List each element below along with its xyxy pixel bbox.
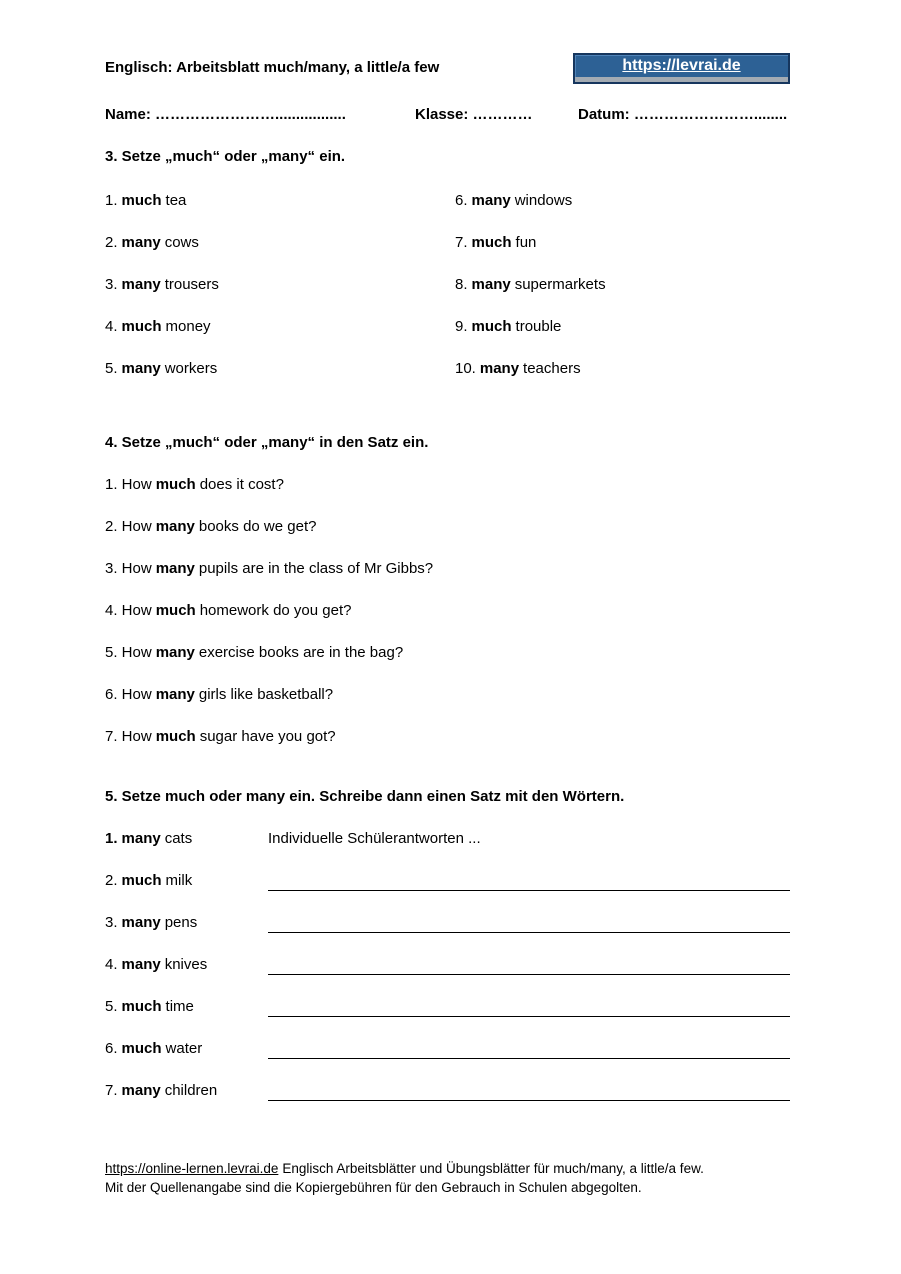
list-item — [105, 955, 790, 975]
list-item — [455, 233, 790, 253]
list-item — [105, 359, 455, 379]
list-item — [455, 191, 790, 211]
answer-word: many — [121, 956, 161, 973]
list-item — [455, 275, 790, 295]
item-text: cats — [164, 830, 193, 847]
item-text: does it cost? — [199, 476, 284, 493]
list-item — [105, 559, 790, 579]
list-item — [105, 275, 455, 295]
name-field: Name: ……………………................. — [105, 106, 346, 123]
item-prefix: 6. How — [105, 686, 152, 703]
item-number: 4. — [105, 318, 118, 335]
item-number: 2. — [105, 234, 118, 251]
list-item — [105, 601, 790, 621]
exercise5-list — [105, 829, 790, 1101]
header — [105, 53, 790, 84]
item-number: 7. — [105, 1082, 118, 1099]
item-number: 1. — [105, 830, 118, 847]
answer-word: much — [121, 192, 162, 209]
answer-word: much — [121, 872, 162, 889]
answer-word: many — [155, 518, 195, 535]
answer-word: many — [121, 830, 161, 847]
footer-text: Englisch Arbeitsblätter und Übungsblätter für much/many, a little/a few. — [282, 1161, 704, 1176]
item-prefix: 3. How — [105, 560, 152, 577]
item-label — [105, 1081, 268, 1101]
exercise5-heading: 5. Setze much oder many ein. Schreibe dann einen Satz mit den Wörtern. — [105, 788, 625, 805]
item-text: books do we get? — [198, 518, 317, 535]
list-item — [105, 191, 455, 211]
item-text: time — [165, 998, 194, 1015]
answer-word: much — [155, 602, 196, 619]
footer-line-2: Mit der Quellenangabe sind die Kopiergebühren für den Gebrauch in Schulen abgegolten. — [105, 1180, 642, 1195]
item-number: 5. — [105, 998, 118, 1015]
answer-line — [268, 997, 790, 1017]
item-text: pens — [164, 914, 198, 931]
item-text: exercise books are in the bag? — [198, 644, 404, 661]
item-number: 4. — [105, 956, 118, 973]
item-number: 5. — [105, 360, 118, 377]
list-item — [105, 829, 790, 849]
list-item — [105, 871, 790, 891]
exercise3-heading: 3. Setze „much“ oder „many“ ein. — [105, 148, 346, 165]
item-text: teachers — [523, 360, 581, 377]
answer-line — [268, 1039, 790, 1059]
list-item — [105, 727, 790, 747]
item-label — [105, 871, 268, 891]
item-number: 3. — [105, 914, 118, 931]
answer-word: much — [121, 318, 162, 335]
item-text: supermarkets — [514, 276, 606, 293]
item-text: milk — [165, 872, 193, 889]
item-number: 9. — [455, 318, 468, 335]
exercise4-list — [105, 475, 790, 747]
item-number: 3. — [105, 276, 118, 293]
answer-word: many — [121, 234, 161, 251]
item-number: 6. — [455, 192, 468, 209]
list-item — [105, 913, 790, 933]
answer-word: many — [479, 360, 520, 377]
item-prefix: 7. How — [105, 728, 152, 745]
item-text: money — [165, 318, 211, 335]
footer-link[interactable]: https://online-lernen.levrai.de — [105, 1161, 279, 1176]
list-item — [455, 317, 790, 337]
item-number: 8. — [455, 276, 468, 293]
footer — [105, 1159, 790, 1197]
answer-word: many — [155, 644, 195, 661]
klasse-field: Klasse: ………… — [415, 106, 533, 123]
item-text: fun — [515, 234, 537, 251]
item-text: pupils are in the class of Mr Gibbs? — [198, 560, 434, 577]
item-number: 6. — [105, 1040, 118, 1057]
answer-word: many — [471, 276, 511, 293]
footer-line-1 — [105, 1159, 790, 1178]
list-item — [105, 1081, 790, 1101]
answer-word: many — [121, 360, 161, 377]
answer-word: many — [155, 686, 195, 703]
item-text: girls like basketball? — [198, 686, 334, 703]
answer-word: much — [155, 728, 196, 745]
answer-word: much — [471, 234, 512, 251]
item-text: knives — [164, 956, 208, 973]
item-text: tea — [165, 192, 187, 209]
answer-word: much — [121, 1040, 162, 1057]
answer-line — [268, 955, 790, 975]
list-item — [455, 359, 790, 379]
item-number: 2. — [105, 872, 118, 889]
item-label — [105, 955, 268, 975]
item-prefix: 2. How — [105, 518, 152, 535]
item-label — [105, 829, 268, 849]
answer-line — [268, 1081, 790, 1101]
answer-word: many — [471, 192, 511, 209]
item-text: windows — [514, 192, 573, 209]
list-item — [105, 685, 790, 705]
item-text: water — [165, 1040, 203, 1057]
page-title: Englisch: Arbeitsblatt much/many, a little/a few — [105, 59, 440, 76]
student-fields-row — [105, 106, 790, 123]
levrai-link[interactable]: https://levrai.de — [622, 57, 741, 74]
item-text: sugar have you got? — [199, 728, 336, 745]
answer-word: many — [121, 276, 161, 293]
item-text: workers — [164, 360, 218, 377]
exercise4-heading: 4. Setze „much“ oder „many“ in den Satz ein. — [105, 434, 429, 451]
item-label — [105, 913, 268, 933]
answer-word: many — [121, 914, 161, 931]
item-text: trousers — [164, 276, 219, 293]
item-label — [105, 1039, 268, 1059]
item-number: 10. — [455, 360, 476, 377]
list-item — [105, 997, 790, 1017]
answer-word: much — [471, 318, 512, 335]
list-item — [105, 643, 790, 663]
item-prefix: 5. How — [105, 644, 152, 661]
datum-field: Datum: ……………………........ — [578, 106, 788, 123]
answer-word: many — [155, 560, 195, 577]
answer-text: Individuelle Schülerantworten ... — [268, 830, 481, 847]
item-prefix: 4. How — [105, 602, 152, 619]
answer-word: much — [155, 476, 196, 493]
answer-line — [268, 913, 790, 933]
item-label — [105, 997, 268, 1017]
item-text: cows — [164, 234, 199, 251]
list-item — [105, 233, 455, 253]
answer-word: many — [121, 1082, 161, 1099]
exercise3-list — [105, 169, 790, 379]
item-text: trouble — [515, 318, 562, 335]
list-item — [105, 317, 455, 337]
item-number: 7. — [455, 234, 468, 251]
list-item — [105, 1039, 790, 1059]
list-item — [105, 517, 790, 537]
list-item — [105, 475, 790, 495]
item-text: homework do you get? — [199, 602, 352, 619]
levrai-link-box[interactable] — [573, 53, 790, 84]
item-prefix: 1. How — [105, 476, 152, 493]
answer-word: much — [121, 998, 162, 1015]
item-number: 1. — [105, 192, 118, 209]
answer-line — [268, 871, 790, 891]
item-text: children — [164, 1082, 218, 1099]
